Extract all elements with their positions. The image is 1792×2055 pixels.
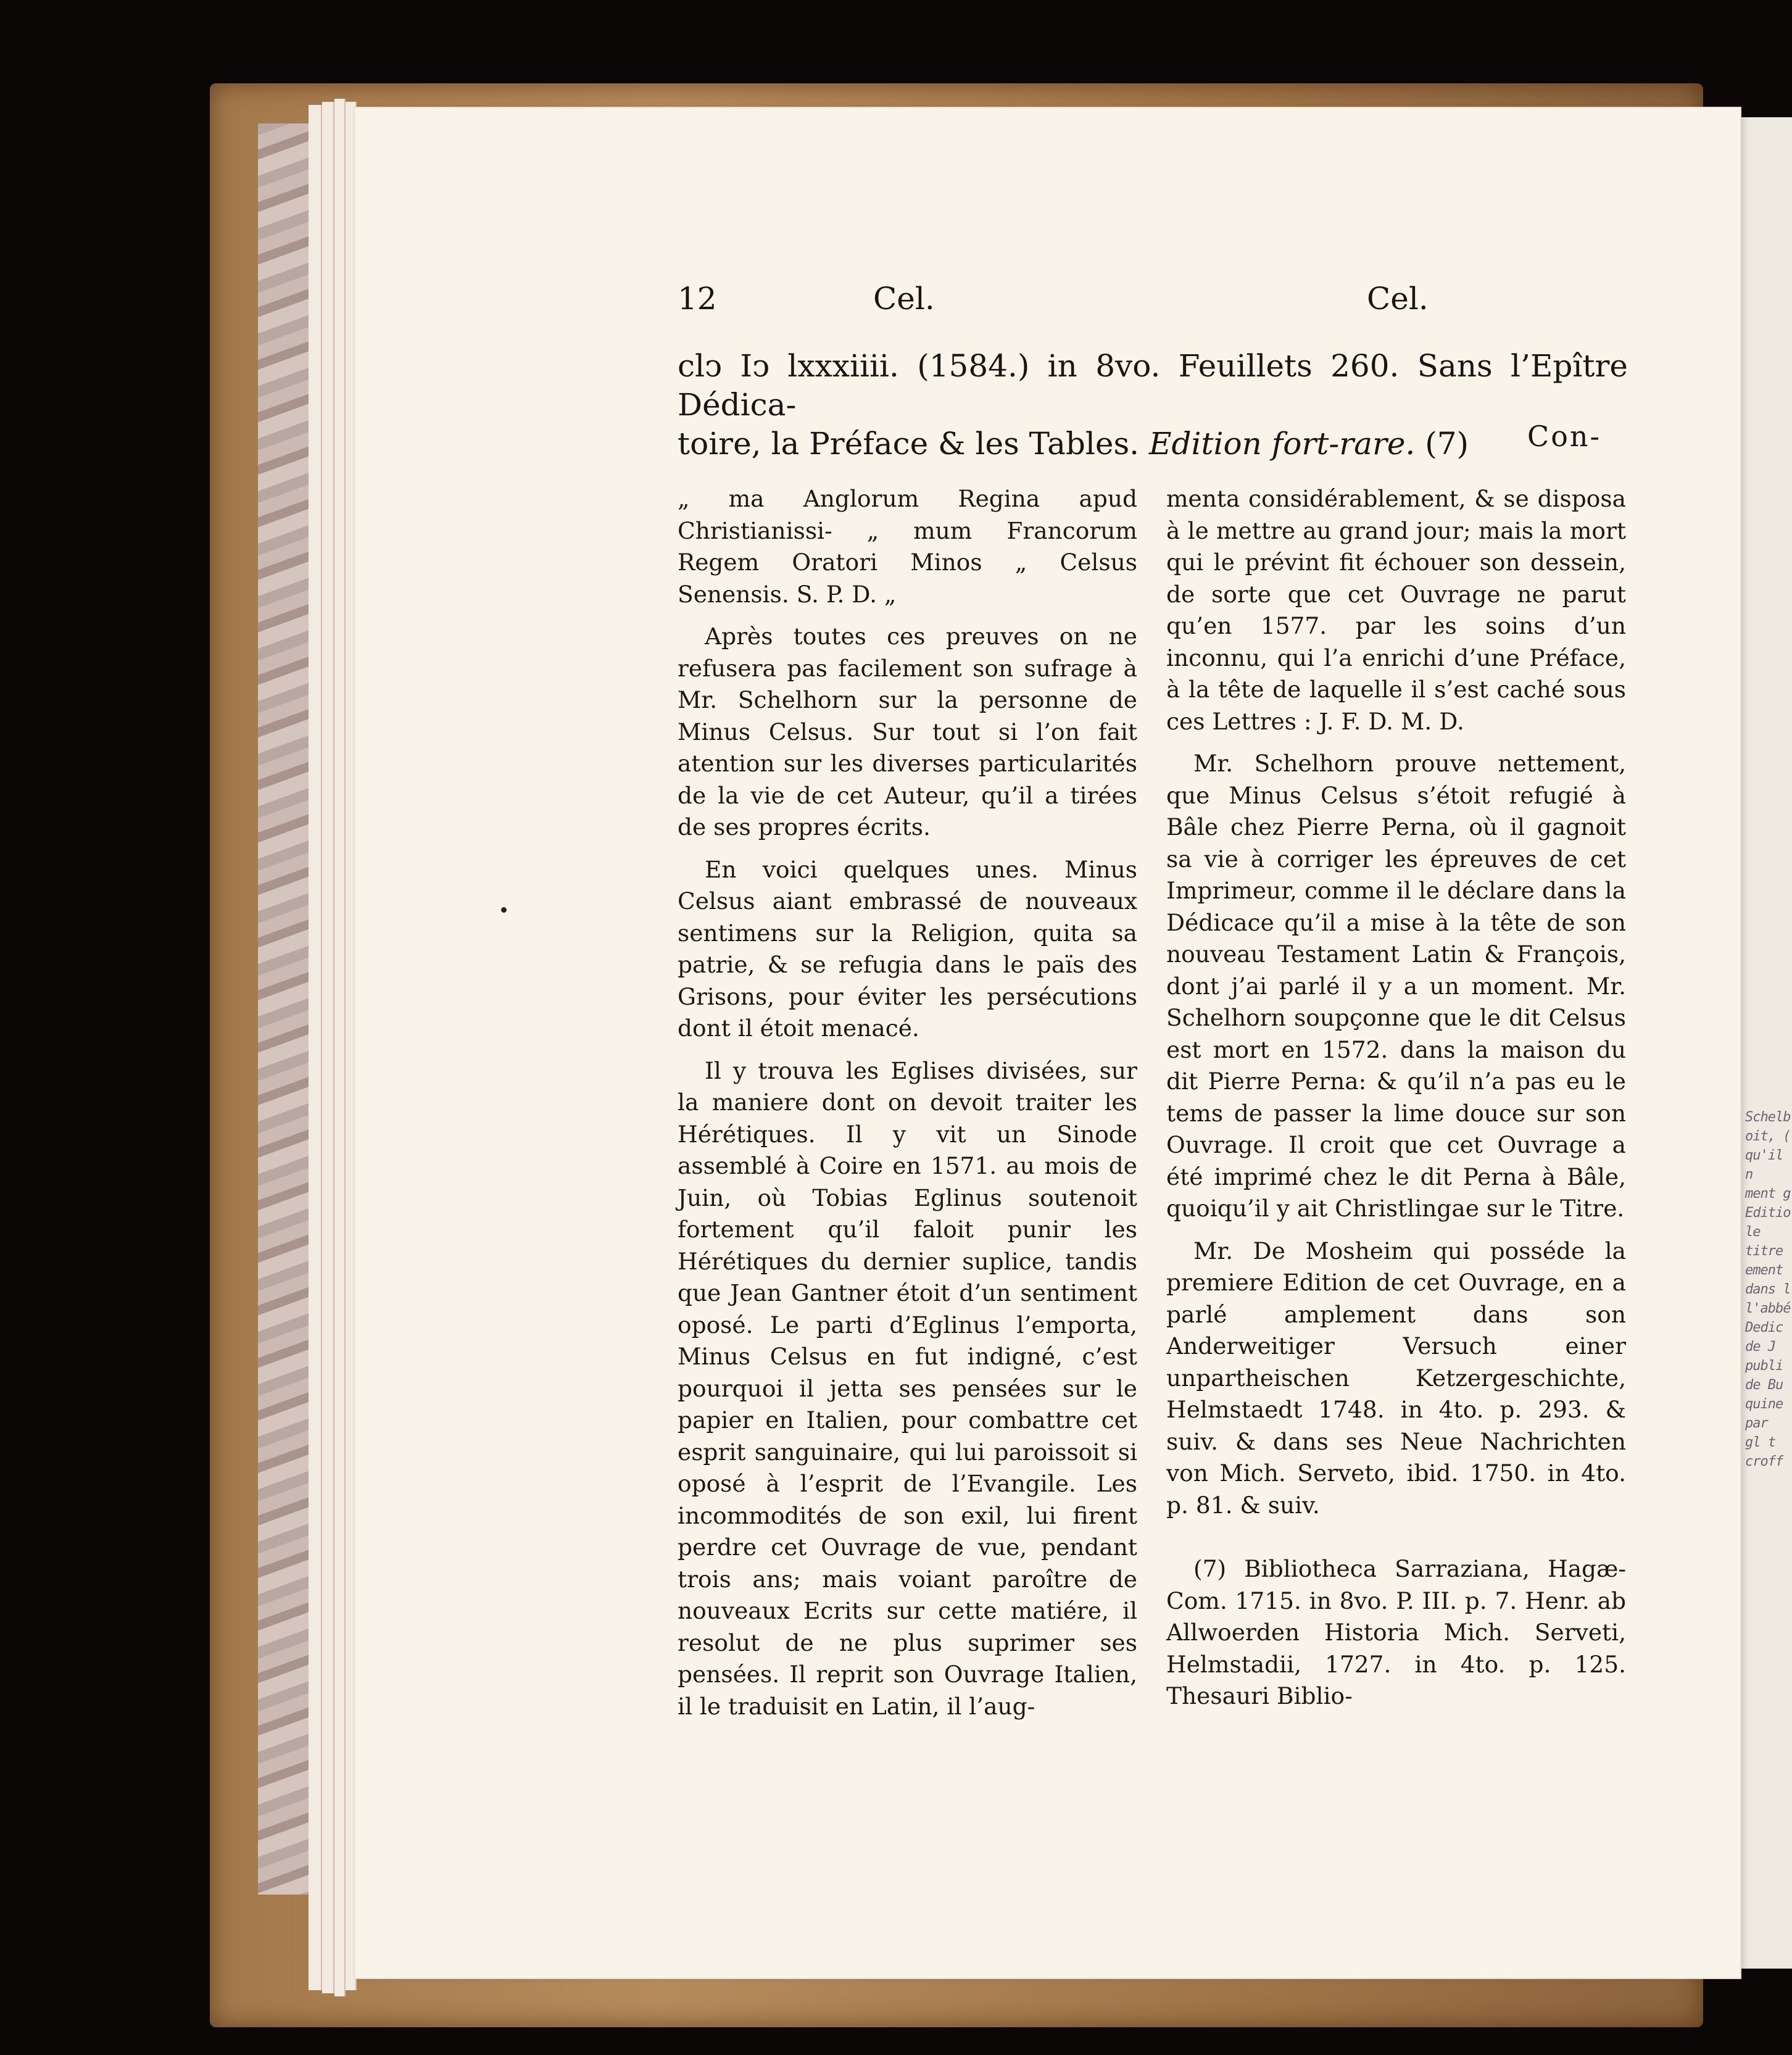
intro-line-2: toire, la Préface & les Tables. [678, 426, 1149, 462]
running-head-left: Cel. [873, 281, 935, 317]
right-para-3: Mr. De Mosheim qui posséde la premiere Edition de cet Ouvrage, en a parlé amplement dans son Anderweitiger Versuch einer unpartheischen Ketzergeschichte, Helmstaedt 1748. in 4to. p. 293. & suiv. & dans ses Neue Nachrichten von Mich. Serveto, ibid. 1750. in 4to. p. 81. & suiv. [1166, 1237, 1626, 1519]
intro-text [678, 347, 1628, 463]
intro-line-1: clↄ Iↄ lxxxiiii. (1584.) in 8vo. Feuillets 260. Sans l’Epître Dédica- [678, 348, 1628, 423]
margin-note-line: l'abbé [1745, 1301, 1791, 1316]
margin-note-line: Dedic [1745, 1320, 1783, 1335]
margin-note-line: par [1745, 1416, 1768, 1431]
margin-note-line: oit, ( [1745, 1129, 1791, 1144]
margin-note-line: ement [1745, 1263, 1783, 1278]
right-column [1166, 483, 1626, 1712]
page-number: 12 [678, 281, 717, 317]
margin-note-line: Editio [1745, 1205, 1791, 1221]
left-para-2: Après toutes ces preuves on ne refusera pas facilement son sufrage à Mr. Schelhorn sur la personne de Minus Celsus. Sur tout si l’on fait atention sur les diverses particularités de la vie de cet Auteur, qu’il a tirées de ses propres écrits. [678, 623, 1137, 841]
handwritten-margin-note [1745, 1108, 1792, 1471]
footnote-7: (7) Bibliotheca Sarraziana, Hagæ-Com. 1715. in 8vo. P. III. p. 7. Henr. ab Allwoerden Historia Mich. Serveti, Helmstadii, 1727. in 4to. p. 125. Thesauri Biblio- [1166, 1555, 1626, 1709]
right-para-1: menta considérablement, & se disposa à le mettre au grand jour; mais la mort qui le prévint fit échouer son dessein, de sorte que cet Ouvrage ne parut qu’en 1577. par les soins d’un inconnu, qui l’a enrichi d’une Préface, à la tête de laquelle il s’est caché sous ces Lettres : J. F. D. M. D. [1166, 485, 1626, 735]
page-edge [322, 102, 334, 1993]
margin-note-line: ment g [1745, 1186, 1791, 1202]
left-para-4: Il y trouva les Eglises divisées, sur la maniere dont on devoit traiter les Hérétiques. Il y vit un Sinode assemblé à Coire en 1571. au mois de Juin, où Tobias Eglinus soutenoit fortement qu’il faloit punir les Hérétiques du dernier suplice, tandis que Jean Gantner étoit d’un sentiment oposé. Le parti d’Eglinus l’emporta, Minus Celsus en fut indigné, c’est pourquoi il jetta ses pensées sur le papier en Italien, pour combattre cet esprit sanguinaire, qui lui paroissoit si oposé à l’esprit de l’Evangile. Les incommodités de son exil, lui firent perdre cet Ouvrage de vue, pendant trois ans; mais voiant paroître de nouveaux Ecrits sur cette matiére, il resolut de ne plus suprimer ses pensées. Il reprit son Ouvrage Italien, il le traduisit en Latin, il l’aug- [678, 1057, 1137, 1720]
left-column [678, 483, 1137, 1722]
margin-note-line: de J [1745, 1339, 1775, 1355]
stray-ink-dot [501, 907, 507, 913]
margin-note-line: qu'il n [1745, 1148, 1783, 1182]
left-para-1: „ ma Anglorum Regina apud Christianissi- „ mum Francorum Regem Oratori Minos „ Celsus Senensis. S. P. D. „ [678, 485, 1137, 608]
facing-page [1740, 117, 1792, 1969]
margin-note-line: Schelb [1745, 1110, 1791, 1125]
intro-footnote-ref: (7) [1415, 426, 1469, 462]
margin-note-line: de Bu [1745, 1377, 1783, 1393]
page-edge [334, 99, 346, 1996]
catchword-con: Con- [1527, 420, 1602, 453]
margin-note-line: croff [1745, 1454, 1783, 1469]
running-head-right: Cel. [1367, 281, 1429, 317]
margin-note-line: quine [1745, 1397, 1783, 1412]
margin-note-line: le titre [1745, 1224, 1783, 1259]
left-para-3: En voici quelques unes. Minus Celsus aiant embrassé de nouveaux sentimens sur la Religion, quita sa patrie, & se refugia dans le païs des Grisons, pour éviter les persécutions dont il étoit menacé. [678, 855, 1137, 1042]
margin-note-line: publi [1745, 1358, 1783, 1374]
margin-note-line: gl t [1745, 1435, 1775, 1450]
marbled-endpaper [258, 123, 313, 1895]
right-para-2: Mr. Schelhorn prouve nettement, que Minus Celsus s’étoit refugié à Bâle chez Pierre Perna, où il gagnoit sa vie à corriger les épreuves de cet Imprimeur, comme il le déclare dans la Dédicace qu’il a mise à la tête de son nouveau Testament Latin & François, dont j’ai parlé il y a un moment. Mr. Schelhorn soupçonne que le dit Celsus est mort en 1572. dans la maison du dit Pierre Perna: & qu’il n’a pas eu le tems de passer la lime douce sur son Ouvrage. Il croit que cet Ouvrage a été imprimé chez le dit Perna à Bâle, quoiqu’il y ait Christlingae sur le Titre. [1166, 750, 1626, 1222]
intro-edition-note: Edition fort-rare. [1148, 426, 1416, 462]
margin-note-line: dans l [1745, 1282, 1791, 1297]
page-edge [309, 105, 322, 1990]
